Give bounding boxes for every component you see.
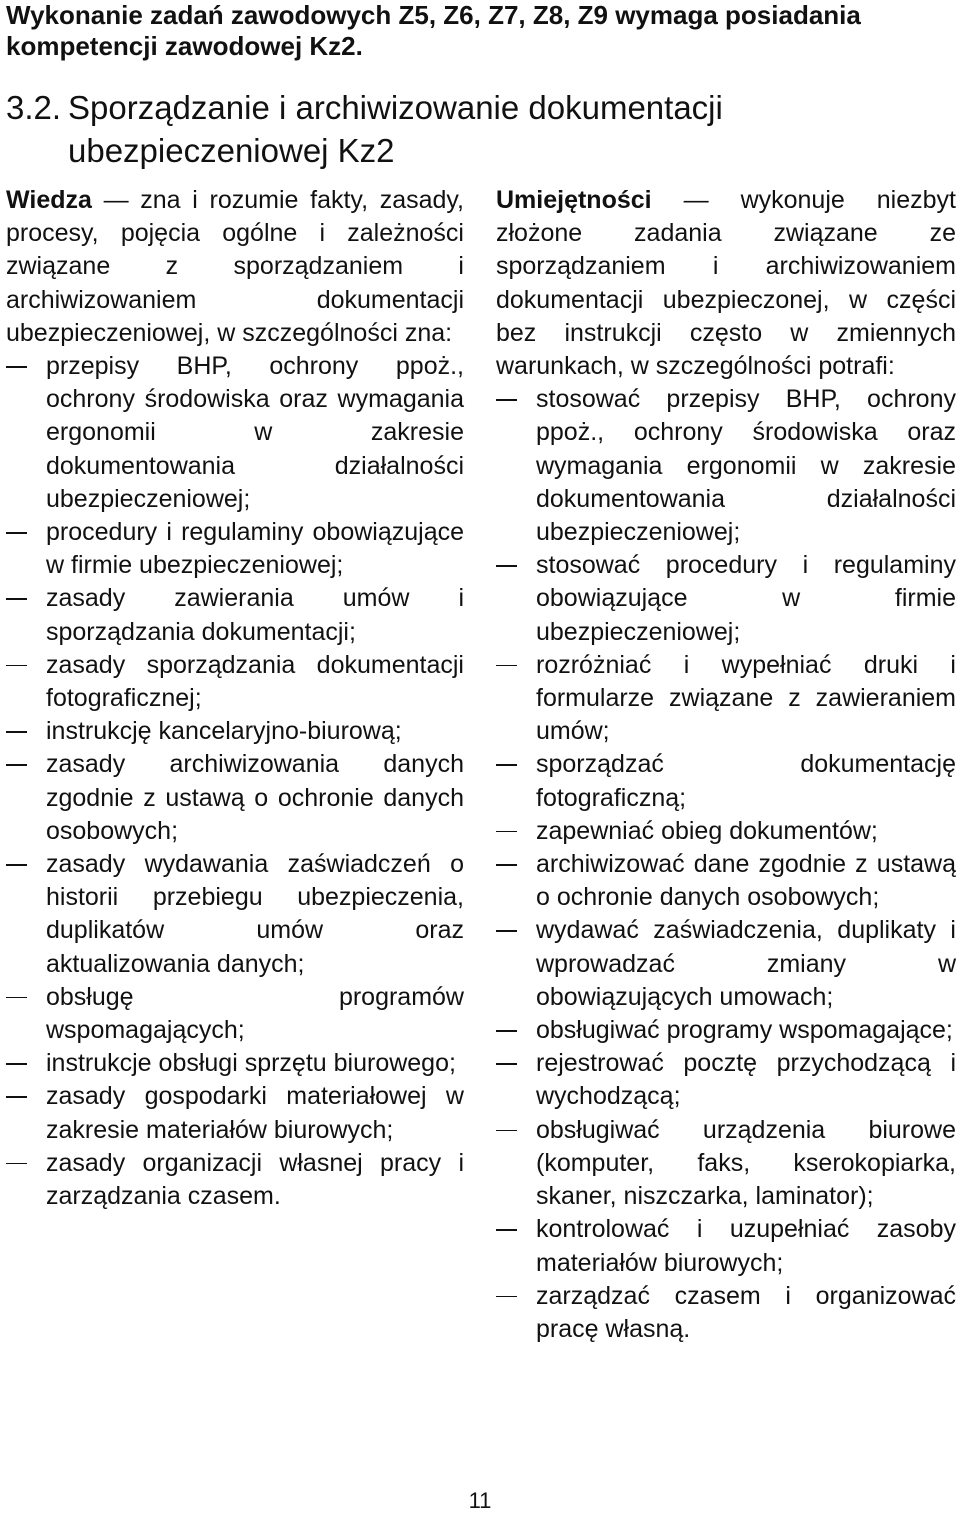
dash-bullet [6,665,27,667]
list-item [6,748,464,848]
list-item [6,1047,464,1080]
list-item [6,649,464,715]
list-item-text: rozróżniać i wypełniać druki i formularze związane z zawieraniem umów; [536,650,956,746]
list-item [496,1014,956,1047]
knowledge-lead-text: — zna i rozumie fakty, zasady, procesy, pojęcia ogólne i zależności związane z sporządzaniem i archiwizowaniem dokumentacji ubezpieczeniowej, w szczególności zna: [6,186,464,347]
dash-bullet [6,598,27,600]
list-item [496,914,956,1014]
list-item-text: zapewniać obieg dokumentów; [536,816,878,845]
dash-bullet [6,997,27,999]
skills-lead [496,184,956,383]
list-item [496,1047,956,1113]
dash-bullet [6,366,27,368]
list-item-text: obsługę programów wspomagających; [46,982,464,1045]
dash-bullet [496,764,517,766]
section-title-line2: ubezpieczeniowej Kz2 [68,132,395,169]
dash-bullet [496,665,517,667]
dash-bullet [6,1096,27,1098]
list-item [6,350,464,516]
list-item-text: instrukcję kancelaryjno-biurową; [46,717,402,746]
section-number: 3.2. [6,89,62,126]
list-item-text: obsługiwać urządzenia biurowe (komputer, faks, kserokopiarka, skaner, niszczarka, laminator); [536,1115,956,1211]
list-item-text: archiwizować dane zgodnie z ustawą o ochronie danych osobowych; [536,850,956,912]
list-item-text: sporządzać dokumentację fotograficzną; [536,750,956,812]
knowledge-column [6,184,464,1213]
skills-column [496,184,956,1346]
list-item-text: instrukcje obsługi sprzętu biurowego; [46,1049,456,1078]
dash-bullet [496,399,517,401]
section-title-line1: Sporządzanie i archiwizowanie dokumentacji [68,89,723,126]
intro-paragraph: Wykonanie zadań zawodowych Z5, Z6, Z7, Z8, Z9 wymaga posiadania kompetencji zawodowej Kz2. [6,0,861,61]
list-item [496,815,956,848]
list-item-text: zasady zawierania umów i sporządzania dokumentacji; [46,584,464,646]
dash-bullet [496,864,517,866]
skills-list [496,383,956,1346]
list-item [496,1213,956,1279]
list-item [6,1080,464,1146]
skills-lead-text: — wykonuje niezbyt złożone zadania związane ze sporządzaniem i archiwizowaniem dokumentacji ubezpieczonej, w części bez instrukcji często w zmiennych warunkach, w szczególności potrafi: [496,186,956,381]
list-item [496,848,956,914]
list-item-text: stosować przepisy BHP, ochrony ppoż., ochrony środowiska oraz wymagania ergonomii w zakresie dokumentowania działalności ubezpieczeniowej; [536,385,956,547]
list-item-text: kontrolować i uzupełniać zasoby materiałów biurowych; [536,1215,956,1277]
dash-bullet [6,1163,27,1165]
list-item-text: wydawać zaświadczenia, duplikaty i wprowadzać zmiany w obowiązujących umowach; [536,916,956,1011]
dash-bullet [6,1063,27,1065]
list-item-text: procedury i regulaminy obowiązujące w firmie ubezpieczeniowej; [46,518,464,580]
page-number: 11 [468,1488,492,1513]
list-item [496,1280,956,1346]
section-heading [6,86,946,172]
dash-bullet [6,864,27,866]
list-item-text: zasady sporządzania dokumentacji fotograficznej; [46,650,464,713]
list-item [6,848,464,981]
knowledge-label: Wiedza [6,186,92,214]
dash-bullet [496,1030,517,1032]
dash-bullet [496,1130,517,1132]
list-item-text: zasady organizacji własnej pracy i zarządzania czasem. [46,1148,464,1211]
dash-bullet [496,1296,517,1298]
list-item-text: obsługiwać programy wspomagające; [536,1016,953,1045]
list-item-text: zasady archiwizowania danych zgodnie z ustawą o ochronie danych osobowych; [46,750,464,845]
skills-label: Umiejętności [496,186,652,214]
list-item-text: stosować procedury i regulaminy obowiązujące w firmie ubezpieczeniowej; [536,551,956,646]
list-item-text: zasady wydawania zaświadczeń o historii przebiegu ubezpieczenia, duplikatów umów oraz aktualizowania danych; [46,850,464,978]
list-item [496,383,956,549]
list-item-text: zasady gospodarki materiałowej w zakresie materiałów biurowych; [46,1082,464,1144]
list-item [496,649,956,749]
list-item [6,981,464,1047]
list-item [496,748,956,814]
knowledge-list [6,350,464,1213]
dash-bullet [496,831,517,833]
dash-bullet [496,1063,517,1065]
list-item [6,582,464,648]
list-item [496,1114,956,1214]
dash-bullet [6,764,27,766]
list-item [496,549,956,649]
dash-bullet [496,1229,517,1231]
list-item-text: zarządzać czasem i organizować pracę własną. [536,1281,956,1343]
list-item [6,1147,464,1213]
list-item-text: rejestrować pocztę przychodzącą i wychodzącą; [536,1049,956,1111]
dash-bullet [6,532,27,534]
dash-bullet [6,731,27,733]
list-item [6,715,464,748]
list-item-text: przepisy BHP, ochrony ppoż., ochrony środowiska oraz wymagania ergonomii w zakresie dokumentowania działalności ubezpieczeniowej; [46,352,464,513]
knowledge-lead [6,184,464,350]
dash-bullet [496,930,517,932]
dash-bullet [496,565,517,567]
list-item [6,516,464,582]
